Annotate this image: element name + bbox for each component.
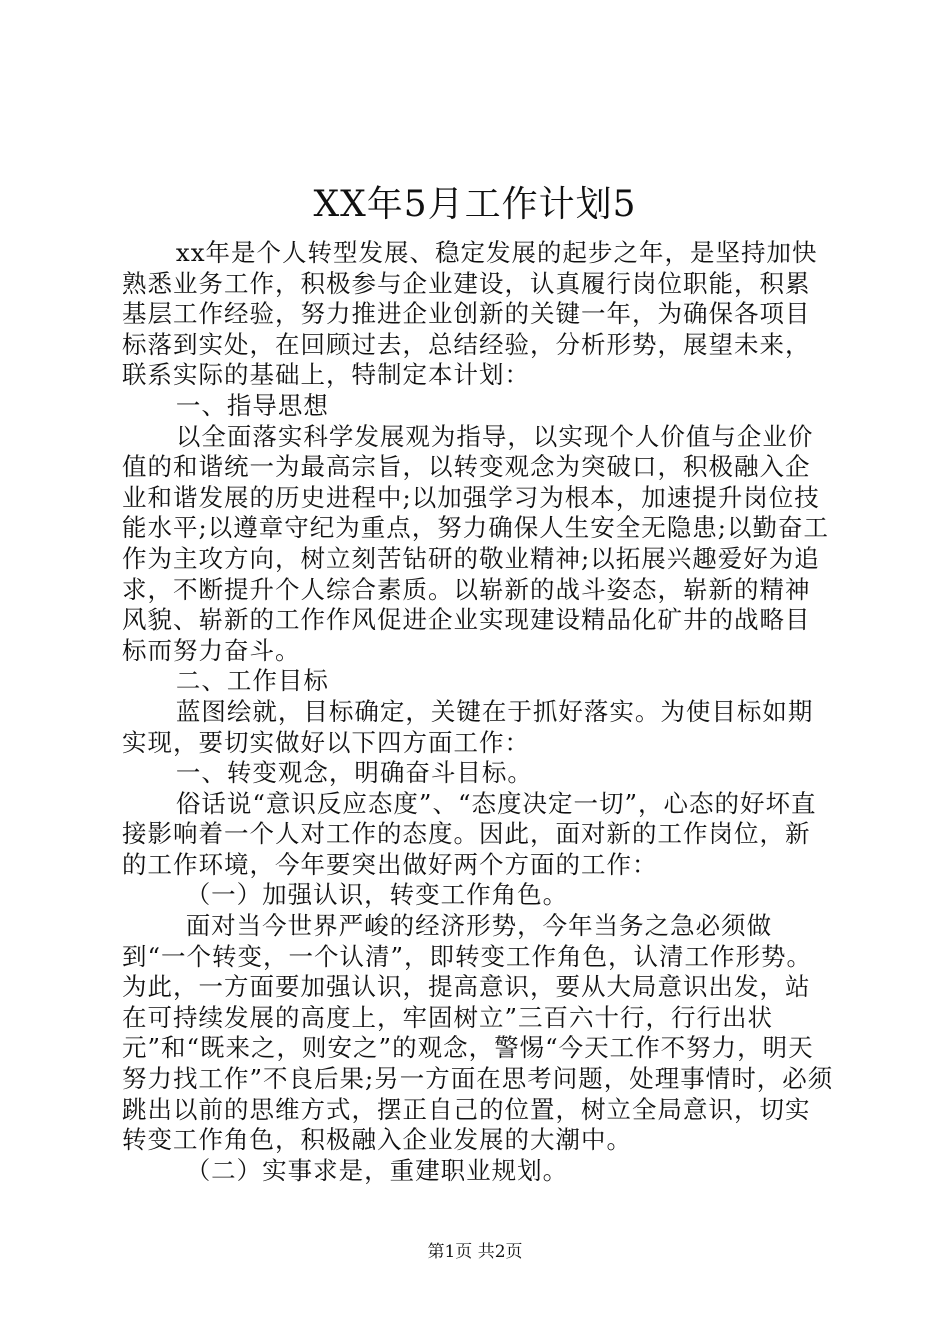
subsection-heading-change-mindset: 一、转变观念，明确奋斗目标。 (175, 758, 533, 788)
item-heading-career-planning: （二）实事求是，重建职业规划。 (185, 1155, 569, 1185)
page-footer: 第1页 共2页 (427, 1242, 523, 1262)
guiding-ideology-paragraph: 以全面落实科学发展观为指导，以实现个人价值与企业价值的和谐统一为最高宗旨，以转变观念为突破口，积极融入企业和谐发展的历史进程中;以加强学习为根本，加速提升岗位技能水平;以遵章守纪为重点，努力确保人生安全无隐患;以勤奋工作为主攻方向，树立刻苦钻研的敬业精神;以拓展兴趣爱好为追求，不断提升个人综合素质。以崭新的战斗姿态，崭新的精神风貌、崭新的工作作风促进企业实现建设精品化矿井的战略目标而努力奋斗。 (122, 421, 830, 665)
change-mindset-paragraph: 俗话说“意识反应态度”、“态度决定一切”，心态的好坏直接影响着一个人对工作的态度。因此，面对新的工作岗位，新的工作环境，今年要突出做好两个方面的工作： (122, 788, 817, 879)
document-title: XX年5月工作计划5 (313, 184, 637, 225)
intro-paragraph: xx年是个人转型发展、稳定发展的起步之年，是坚持加快熟悉业务工作，积极参与企业建设，认真履行岗位职能，积累基层工作经验，努力推进企业创新的关键一年，为确保各项目标落到实处，在回顾过去，总结经验，分析形势，展望未来，联系实际的基础上，特制定本计划： (122, 238, 818, 390)
strengthen-awareness-paragraph: 面对当今世界严峻的经济形势，今年当务之急必须做到“一个转变，一个认清”，即转变工作角色，认清工作形势。为此，一方面要加强认识，提高意识，要从大局意识出发，站在可持续发展的高度上，牢固树立”三百六十行，行行出状元”和“既来之，则安之”的观念，警惕“今天工作不努力，明天努力找工作”不良后果;另一方面在思考问题，处理事情时，必须跳出以前的思维方式，摆正自己的位置，树立全局意识，切实转变工作角色，积极融入企业发展的大潮中。 (122, 911, 834, 1155)
work-goals-paragraph: 蓝图绘就，目标确定，关键在于抓好落实。为使目标如期实现，要切实做好以下四方面工作： (122, 696, 814, 757)
item-heading-strengthen-awareness: （一）加强认识，转变工作角色。 (185, 880, 569, 910)
document-body (122, 238, 834, 1186)
section-heading-work-goals: 二、工作目标 (175, 666, 329, 696)
section-heading-guiding-ideology: 一、指导思想 (175, 390, 329, 420)
